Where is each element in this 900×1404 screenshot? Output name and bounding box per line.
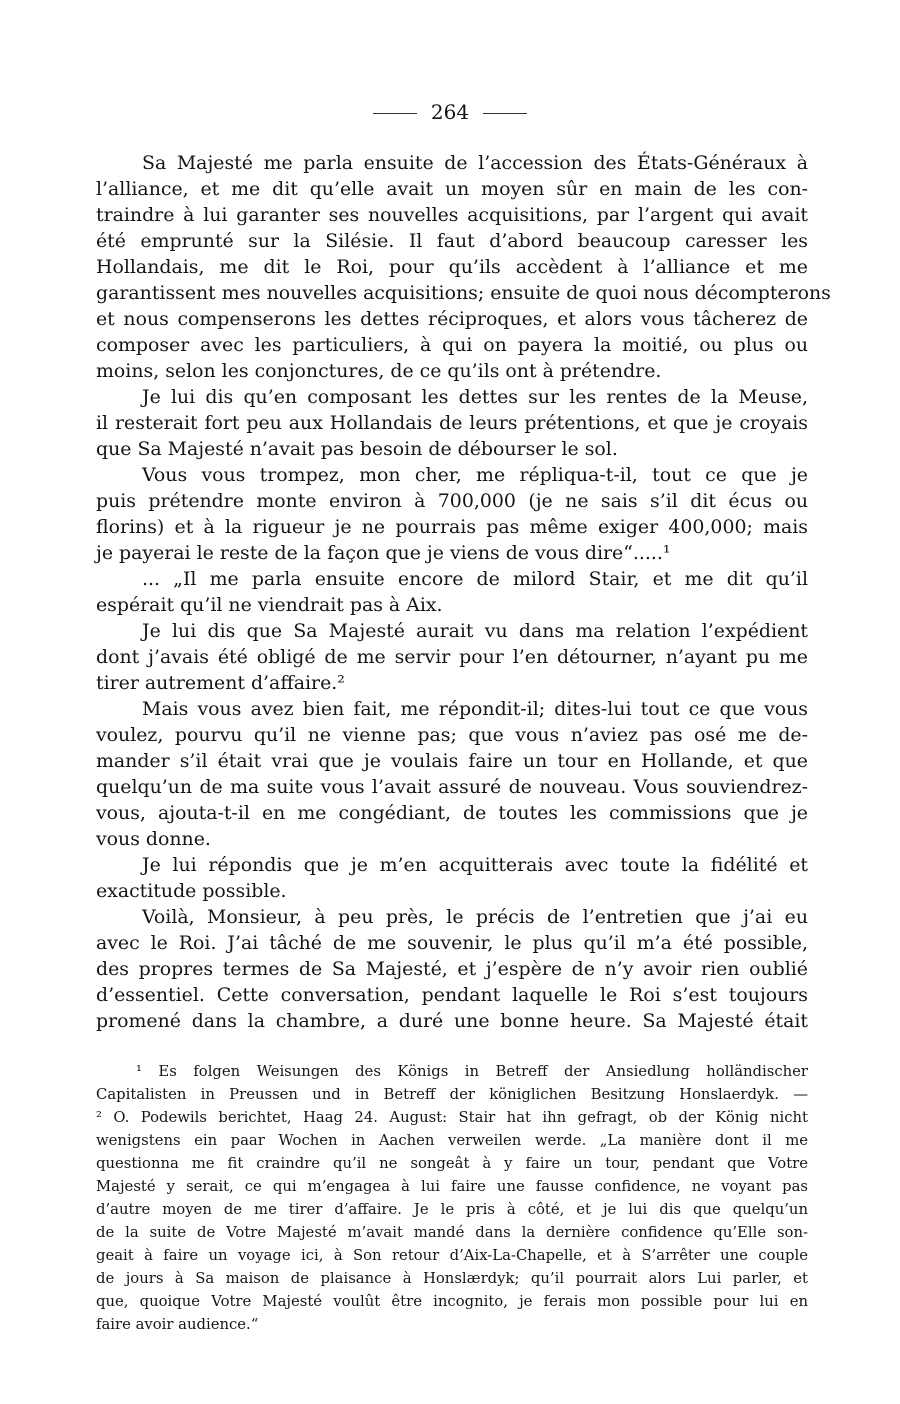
footnotes: [96, 1060, 808, 1336]
text-line: été emprunté sur la Silésie. Il faut d’abord beaucoup caresser les: [96, 230, 808, 252]
page-header: [0, 100, 900, 124]
text-line: Voilà, Monsieur, à peu près, le précis de l’entretien que j’ai eu: [142, 906, 808, 928]
text-line: Je lui dis qu’en composant les dettes sur les rentes de la Meuse,: [142, 386, 808, 408]
text-line: dont j’avais été obligé de me servir pour l’en détourner, n’ayant pu me: [96, 646, 808, 668]
text-line: quelqu’un de ma suite vous l’avait assuré de nouveau. Vous souviendrez-: [96, 776, 808, 798]
footnote-line: wenigstens ein paar Wochen in Aachen verweilen werde. „La manière dont il me: [96, 1132, 808, 1149]
footnote-line: geait à faire un voyage ici, à Son retour d’Aix-La-Chapelle, et à S’arrêter une couple: [96, 1247, 808, 1264]
text-line: Mais vous avez bien fait, me répondit-il; dites-lui tout ce que vous: [142, 698, 808, 720]
footnote-line: que, quoique Votre Majesté voulût être incognito, je ferais mon possible pour lui en: [96, 1293, 808, 1310]
text-line: traindre à lui garanter ses nouvelles acquisitions, par l’argent qui avait: [96, 204, 808, 226]
text-line: tirer autrement d’affaire.²: [96, 672, 345, 694]
text-line: promené dans la chambre, a duré une bonne heure. Sa Majesté était: [96, 1010, 808, 1032]
footnote-line: Capitalisten in Preussen und in Betreff der königlichen Besitzung Honslaerdyk. —: [96, 1086, 808, 1103]
text-line: que Sa Majesté n’avait pas besoin de débourser le sol.: [96, 438, 618, 460]
text-line: exactitude possible.: [96, 880, 287, 902]
text-line: avec le Roi. J’ai tâché de me souvenir, le plus qu’il m’a été possible,: [96, 932, 808, 954]
footnote-line: ² O. Podewils berichtet, Haag 24. August: Stair hat ihn gefragt, ob der König nicht: [96, 1109, 808, 1126]
text-line: d’essentiel. Cette conversation, pendant laquelle le Roi s’est toujours: [96, 984, 808, 1006]
text-line: Vous vous trompez, mon cher, me répliqua-t-il, tout ce que je: [142, 464, 808, 486]
text-line: vous, ajouta-t-il en me congédiant, de toutes les commissions que je: [96, 802, 808, 824]
text-line: je payerai le reste de la façon que je viens de vous dire“.....¹: [96, 542, 671, 564]
text-line: espérait qu’il ne viendrait pas à Aix.: [96, 594, 443, 616]
footnote-line: questionna me fit craindre qu’il ne songeât à y faire un tour, pendant que Votre: [96, 1155, 808, 1172]
text-line: moins, selon les conjonctures, de ce qu’ils ont à prétendre.: [96, 360, 662, 382]
text-line: ... „Il me parla ensuite encore de milord Stair, et me dit qu’il: [142, 568, 808, 590]
text-line: garantissent mes nouvelles acquisitions; ensuite de quoi nous décompterons: [96, 282, 831, 304]
footnote-line: Majesté y serait, ce qui m’engagea à lui faire une fausse confidence, ne voyant pas: [96, 1178, 808, 1195]
text-line: Je lui répondis que je m’en acquitterais avec toute la fidélité et: [142, 854, 808, 876]
text-line: puis prétendre monte environ à 700,000 (je ne sais s’il dit écus ou: [96, 490, 808, 512]
text-line: il resterait fort peu aux Hollandais de leurs prétentions, et que je croyais: [96, 412, 808, 434]
footnote-line: d’autre moyen de me tirer d’affaire. Je le pris à côté, et je lui dis que quelqu’un: [96, 1201, 808, 1218]
footnote-line: de la suite de Votre Majesté m’avait mandé dans la dernière confidence qu’Elle son-: [96, 1224, 808, 1241]
header-dash-left: [373, 113, 417, 114]
text-line: et nous compenserons les dettes réciproques, et alors vous tâcherez de: [96, 308, 808, 330]
text-line: Hollandais, me dit le Roi, pour qu’ils accèdent à l’alliance et me: [96, 256, 808, 278]
text-line: composer avec les particuliers, à qui on payera la moitié, ou plus ou: [96, 334, 808, 356]
page-number: 264: [430, 100, 470, 124]
main-text: [96, 150, 831, 1034]
text-line: l’alliance, et me dit qu’elle avait un moyen sûr en main de les con-: [96, 178, 808, 200]
text-line: florins) et à la rigueur je ne pourrais pas même exiger 400,000; mais: [96, 516, 808, 538]
header-dash-right: [483, 113, 527, 114]
footnote-line: ¹ Es folgen Weisungen des Königs in Betreff der Ansiedlung holländischer: [136, 1063, 808, 1080]
text-line: des propres termes de Sa Majesté, et j’espère de n’y avoir rien oublié: [96, 958, 808, 980]
text-line: mander s’il était vrai que je voulais faire un tour en Hollande, et que: [96, 750, 808, 772]
text-line: Je lui dis que Sa Majesté aurait vu dans ma relation l’expédient: [142, 620, 808, 642]
text-line: vous donne.: [96, 828, 211, 850]
footnote-line: de jours à Sa maison de plaisance à Honslærdyk; qu’il pourrait alors Lui parler, et: [96, 1270, 808, 1287]
text-line: voulez, pourvu qu’il ne vienne pas; que vous n’aviez pas osé me de-: [96, 724, 808, 746]
text-line: Sa Majesté me parla ensuite de l’accession des États-Généraux à: [142, 152, 808, 174]
footnote-line: faire avoir audience.“: [96, 1316, 259, 1333]
